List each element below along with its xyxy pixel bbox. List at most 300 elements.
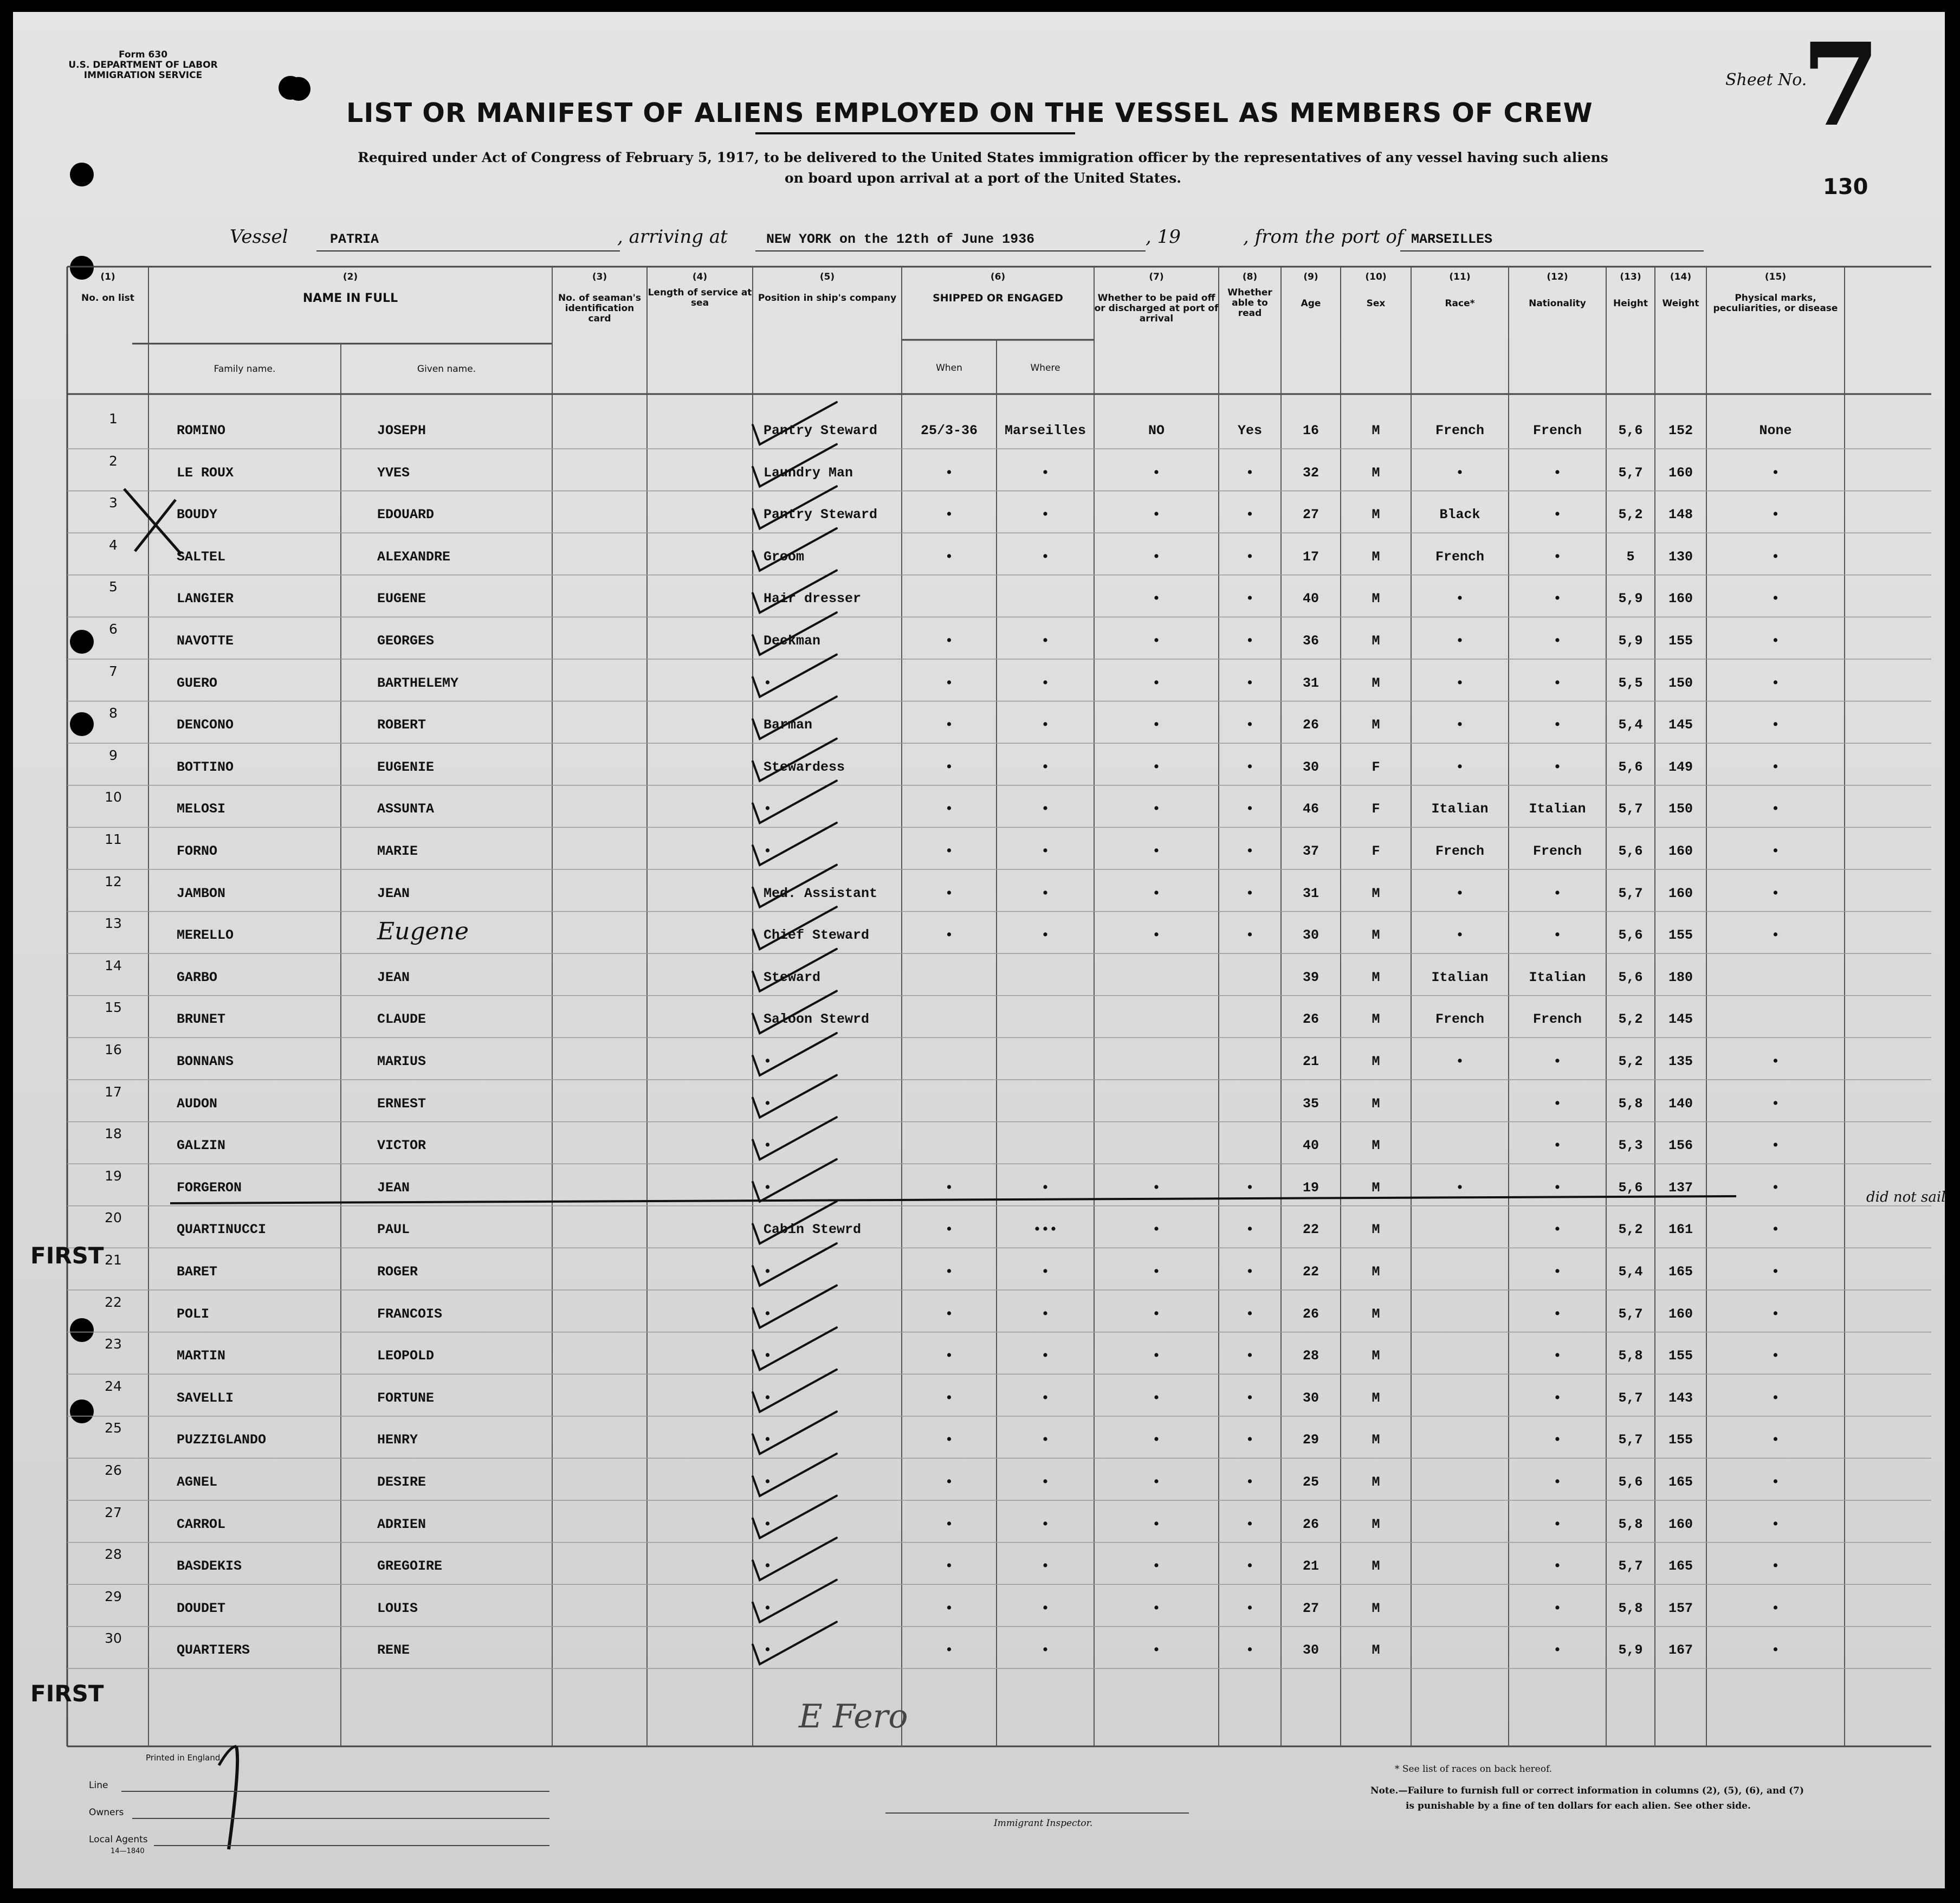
cell-nat: French [1532,1011,1582,1028]
cell-sex: M [1372,885,1380,901]
row-number: 10 [105,789,122,805]
column-label: Sex [1366,298,1386,309]
row-number: 28 [105,1546,122,1563]
cell-sex: M [1372,549,1380,565]
check-mark [753,1496,837,1538]
cell-family: BONNANS [177,1054,234,1069]
cell-given: RENE [377,1642,410,1659]
cell-when: • [945,1264,953,1280]
cell-given: EDOUARD [377,507,435,523]
cell-marks: • [1771,1306,1780,1322]
cell-marks: • [1771,717,1780,733]
column-number: (11) [1449,272,1471,282]
column-label: SHIPPED OR ENGAGED [933,292,1063,304]
row-number: 3 [109,495,118,511]
cell-position: Med. Assistant [764,885,878,901]
cell-where: • [1041,1432,1050,1448]
check-mark [753,1327,837,1370]
cell-weight: 140 [1668,1095,1693,1112]
cell-paid: • [1152,1390,1161,1406]
row-number: 7 [109,663,118,679]
cell-nat: • [1553,1222,1562,1238]
inspector-signature: E Fero [799,1698,908,1736]
vessel-label: Vessel [230,226,288,248]
cell-height: 5,9 [1618,1642,1643,1659]
cell-when: • [945,843,953,859]
cell-age: 30 [1302,1642,1319,1659]
cell-sex: M [1372,465,1380,481]
cell-when: • [945,717,953,733]
cell-paid: • [1152,717,1161,733]
service-name: IMMIGRATION SERVICE [83,70,203,81]
cell-family: NAVOTTE [177,633,234,649]
cell-family: GARBO [177,969,218,985]
cell-nat: Italian [1529,969,1586,985]
cell-position: Pantry Steward [764,423,878,438]
check-mark [753,1622,837,1664]
cell-family: GALZIN [177,1138,226,1154]
cell-position: • [764,1432,772,1448]
cell-where: • [1041,1642,1050,1659]
cell-sex: M [1372,1264,1380,1280]
check-mark [753,1075,837,1118]
cell-weight: 148 [1668,507,1693,523]
cell-where: • [1041,1600,1050,1616]
cell-where: • [1041,1516,1050,1532]
cell-paid: • [1152,507,1161,523]
cell-where: • [1041,549,1050,565]
cell-nat: • [1553,1474,1562,1490]
cell-race: • [1456,885,1464,901]
cell-sex: M [1372,1390,1380,1406]
cell-paid: • [1152,1222,1161,1238]
cell-marks: • [1771,759,1780,775]
column-label: NAME IN FULL [302,292,398,305]
check-mark [753,1370,837,1412]
cell-family: ROMINO [177,423,226,438]
cell-marks: • [1771,507,1780,523]
cell-nat: • [1553,1306,1562,1322]
cell-where: Marseilles [1004,423,1086,438]
cell-height: 5,2 [1618,1222,1643,1238]
cell-where: • [1041,927,1050,944]
cell-position: Saloon Stewrd [764,1011,870,1028]
column-number: (4) [692,272,708,282]
check-mark [753,444,837,487]
cell-weight: 135 [1668,1054,1693,1069]
cell-where: • [1041,465,1050,481]
cell-read: • [1245,1179,1254,1196]
cell-given: GEORGES [377,633,435,649]
column-number: (5) [819,272,835,282]
cell-age: 40 [1302,1138,1319,1154]
cell-when: • [945,1306,953,1322]
cell-age: 21 [1302,1054,1319,1069]
cell-nat: • [1553,1095,1562,1112]
cell-read: • [1245,885,1254,901]
cell-when: • [945,1432,953,1448]
cell-position: • [764,1095,772,1112]
cell-height: 5,2 [1618,1011,1643,1028]
cell-sex: M [1372,423,1380,438]
cell-nat: • [1553,1138,1562,1154]
page-title: LIST OR MANIFEST OF ALIENS EMPLOYED ON THE VESSEL AS MEMBERS OF CREW [346,98,1593,128]
cell-nat: • [1553,1054,1562,1069]
cell-height: 5,6 [1618,843,1643,859]
cell-given: VICTOR [377,1138,426,1154]
cell-sex: F [1372,843,1380,859]
cell-height: 5,7 [1618,885,1643,901]
cell-height: 5,9 [1618,591,1643,607]
cell-weight: 167 [1668,1642,1693,1659]
cell-height: 5,7 [1618,465,1643,481]
check-mark [753,1286,837,1328]
cell-age: 36 [1302,633,1319,649]
cell-paid: • [1152,1348,1161,1364]
cell-weight: 137 [1668,1179,1693,1196]
row-number: 24 [105,1378,122,1394]
cell-when: • [945,1600,953,1616]
cell-read: • [1245,717,1254,733]
cell-family: LANGIER [177,591,234,607]
cell-weight: 160 [1668,1516,1693,1532]
cell-position: • [764,1054,772,1069]
did-not-sail-note: did not sail [1866,1189,1946,1205]
cell-marks: • [1771,885,1780,901]
cell-race: French [1435,1011,1484,1028]
cell-age: 25 [1302,1474,1319,1490]
cell-read: • [1245,549,1254,565]
cell-paid: • [1152,927,1161,944]
cell-weight: 155 [1668,1432,1693,1448]
cell-paid: • [1152,759,1161,775]
cell-given: JEAN [377,969,410,985]
cell-position: Cabin Stewrd [764,1222,862,1238]
cell-marks: • [1771,1474,1780,1490]
cell-race: French [1435,549,1484,565]
cell-when: • [945,1642,953,1659]
column-label: Physical marks, peculiarities, or disease [1713,293,1838,314]
cell-paid: • [1152,1558,1161,1575]
column-number: (1) [100,272,115,282]
cell-race: • [1456,717,1464,733]
cell-given: MARIUS [377,1054,426,1069]
cell-where: ••• [1033,1222,1058,1238]
cell-sex: M [1372,969,1380,985]
cell-sex: M [1372,1348,1380,1364]
column-label: Position in ship's company [758,293,897,304]
cell-weight: 130 [1668,549,1693,565]
cell-where: • [1041,1474,1050,1490]
cell-marks: • [1771,1390,1780,1406]
cell-given: FRANCOIS [377,1306,443,1322]
cell-position: Pantry Steward [764,507,878,523]
cell-age: 21 [1302,1558,1319,1575]
column-number: (9) [1303,272,1318,282]
cell-weight: 145 [1668,1011,1693,1028]
cell-nat: • [1553,633,1562,649]
cell-family: FORNO [177,843,218,859]
cell-weight: 161 [1668,1222,1693,1238]
row-number: 30 [105,1630,122,1647]
cell-read: • [1245,843,1254,859]
cell-height: 5,7 [1618,1432,1643,1448]
cell-sex: M [1372,1011,1380,1028]
cell-sex: F [1372,801,1380,817]
row-number: 19 [105,1167,122,1184]
check-mark [753,739,837,781]
cell-marks: • [1771,1432,1780,1448]
cell-race: • [1456,465,1464,481]
cell-nat: • [1553,927,1562,944]
cell-weight: 165 [1668,1264,1693,1280]
cell-sex: M [1372,927,1380,944]
given-name-header: Given name. [417,364,476,375]
cell-paid: NO [1148,423,1165,438]
cell-read: • [1245,927,1254,944]
cell-sex: M [1372,1600,1380,1616]
cell-read: • [1245,1558,1254,1575]
cell-position: Groom [764,549,805,565]
cell-race: French [1435,423,1484,438]
check-mark [753,1243,837,1286]
cell-family: CARROL [177,1516,226,1532]
cell-where: • [1041,507,1050,523]
cell-nat: French [1532,423,1582,438]
line-label: Line [89,1780,108,1791]
row-number: 11 [105,831,122,847]
cell-marks: • [1771,801,1780,817]
cell-nat: • [1553,1390,1562,1406]
cell-age: 26 [1302,1011,1319,1028]
cell-age: 29 [1302,1432,1319,1448]
cell-age: 46 [1302,801,1319,817]
cell-age: 22 [1302,1222,1319,1238]
cell-age: 17 [1302,549,1319,565]
cell-family: FORGERON [177,1179,242,1196]
row-number: 16 [105,1042,122,1057]
check-mark [753,1411,837,1454]
cell-race: Italian [1431,801,1489,817]
cell-nat: • [1553,549,1562,565]
cell-age: 27 [1302,507,1319,523]
cell-height: 5,9 [1618,633,1643,649]
cell-paid: • [1152,1306,1161,1322]
cell-read: • [1245,1474,1254,1490]
cell-position: • [764,1179,772,1196]
cell-given: ASSUNTA [377,801,435,817]
cell-read: • [1245,675,1254,691]
cell-paid: • [1152,1432,1161,1448]
cell-when: • [945,1179,953,1196]
row-number: 14 [105,957,122,973]
cell-given: ALEXANDRE [377,549,451,565]
cell-height: 5,6 [1618,927,1643,944]
row-number: 27 [105,1504,122,1520]
cell-nat: • [1553,1558,1562,1575]
column-number: (7) [1149,272,1164,282]
column-label: Whether to be paid off or discharged at port of arrival [1094,293,1219,324]
cell-age: 28 [1302,1348,1319,1364]
cell-nat: • [1553,1264,1562,1280]
cell-given: PAUL [377,1222,410,1238]
cell-family: SALTEL [177,549,226,565]
departure-port: MARSEILLES [1411,231,1493,247]
cell-read: • [1245,507,1254,523]
cell-family: BOTTINO [177,759,234,775]
cell-paid: • [1152,675,1161,691]
cell-given: BARTHELEMY [377,675,459,691]
cell-given: HENRY [377,1432,418,1448]
cell-read: • [1245,1642,1254,1659]
cell-family: SAVELLI [177,1390,234,1406]
vessel-name: PATRIA [330,231,379,247]
subtitle-line-2: on board upon arrival at a port of the United States. [785,170,1181,186]
column-number: (14) [1670,272,1692,282]
penalty-note-line-2: is punishable by a fine of ten dollars for each alien. See other side. [1406,1801,1751,1811]
manifest-sheet [13,12,1945,1888]
row-number: 20 [105,1210,122,1226]
check-mark [753,655,837,697]
cell-paid: • [1152,465,1161,481]
cell-marks: • [1771,1054,1780,1069]
cell-where: • [1041,759,1050,775]
cell-sex: F [1372,759,1380,775]
column-number: (2) [342,272,358,282]
cell-where: • [1041,717,1050,733]
cell-read: • [1245,465,1254,481]
cell-read: • [1245,1222,1254,1238]
cell-marks: • [1771,1138,1780,1154]
arriving-label: , arriving at [617,226,728,248]
column-number: (13) [1620,272,1641,282]
cell-nat: Italian [1529,801,1586,817]
cell-age: 39 [1302,969,1319,985]
column-label: No. on list [81,293,134,304]
page-number: 130 [1823,175,1868,199]
cell-read: • [1245,1432,1254,1448]
check-marks [13,12,1945,1888]
cell-given: ROGER [377,1264,418,1280]
cell-height: 5,4 [1618,1264,1643,1280]
cell-age: 26 [1302,1306,1319,1322]
column-number: (8) [1242,272,1258,282]
cell-nat: • [1553,465,1562,481]
cell-age: 30 [1302,759,1319,775]
cell-sex: M [1372,717,1380,733]
cell-nat: • [1553,1432,1562,1448]
cell-marks: • [1771,1179,1780,1196]
cell-given: FORTUNE [377,1390,435,1406]
cell-where: • [1041,1179,1050,1196]
cell-family: BASDEKIS [177,1558,242,1575]
cell-when: • [945,885,953,901]
where-header: Where [1030,363,1060,373]
row-number: 5 [109,579,118,595]
cell-age: 27 [1302,1600,1319,1616]
cell-weight: 149 [1668,759,1693,775]
cell-when: • [945,1348,953,1364]
check-mark [753,1033,837,1075]
cell-age: 26 [1302,717,1319,733]
row-number: 8 [109,705,118,721]
check-mark [753,907,837,949]
cell-height: 5,8 [1618,1095,1643,1112]
row-number: 15 [105,999,122,1016]
cell-family: BOUDY [177,507,218,523]
cell-marks: • [1771,1095,1780,1112]
column-label: Nationality [1529,298,1586,309]
cell-family: DENCONO [177,717,234,733]
cell-where: • [1041,1390,1050,1406]
cell-family: JAMBON [177,885,226,901]
cell-where: • [1041,801,1050,817]
cell-race: French [1435,843,1484,859]
cell-family: MELOSI [177,801,226,817]
sheet-number: 7 [1801,18,1881,152]
cell-when: • [945,675,953,691]
cell-nat: • [1553,759,1562,775]
check-mark [753,696,837,739]
row-number: 26 [105,1462,122,1478]
cell-position: • [764,1348,772,1364]
cell-weight: 160 [1668,465,1693,481]
check-mark [753,528,837,571]
row-number: 12 [105,873,122,889]
cell-paid: • [1152,633,1161,649]
owners-rule [132,1818,549,1819]
check-mark [753,1580,837,1622]
cell-where: • [1041,843,1050,859]
cell-read: • [1245,1348,1254,1364]
cell-paid: • [1152,801,1161,817]
cell-position: Barman [764,717,813,733]
row-number: 21 [105,1252,122,1268]
cell-marks: None [1759,423,1792,438]
cell-age: 26 [1302,1516,1319,1532]
cell-age: 22 [1302,1264,1319,1280]
cell-position: Laundry Man [764,465,853,481]
cell-family: AGNEL [177,1474,218,1490]
row-number: 4 [109,537,118,553]
cell-marks: • [1771,549,1780,565]
cell-age: 30 [1302,927,1319,944]
row-number: 17 [105,1083,122,1100]
cell-position: • [764,801,772,817]
cell-when: • [945,759,953,775]
cell-sex: M [1372,1642,1380,1659]
cell-race: • [1456,675,1464,691]
cell-marks: • [1771,633,1780,649]
cell-weight: 156 [1668,1138,1693,1154]
cell-marks: • [1771,1516,1780,1532]
cell-weight: 160 [1668,591,1693,607]
check-mark [753,1201,837,1243]
first-stamp: FIRST [30,1680,104,1707]
cell-height: 5 [1626,549,1635,565]
cell-position: • [764,1516,772,1532]
subtitle-line-1: Required under Act of Congress of February 5, 1917, to be delivered to the United States immigration officer by the representatives of any vessel having such aliens [358,150,1608,165]
cell-given: LOUIS [377,1600,418,1616]
cell-nat: • [1553,1179,1562,1196]
cell-marks: • [1771,1600,1780,1616]
cell-sex: M [1372,1138,1380,1154]
cell-read: Yes [1237,423,1262,438]
cell-weight: 180 [1668,969,1693,985]
column-number: (3) [592,272,607,282]
cell-family: DOUDET [177,1600,226,1616]
cell-paid: • [1152,843,1161,859]
